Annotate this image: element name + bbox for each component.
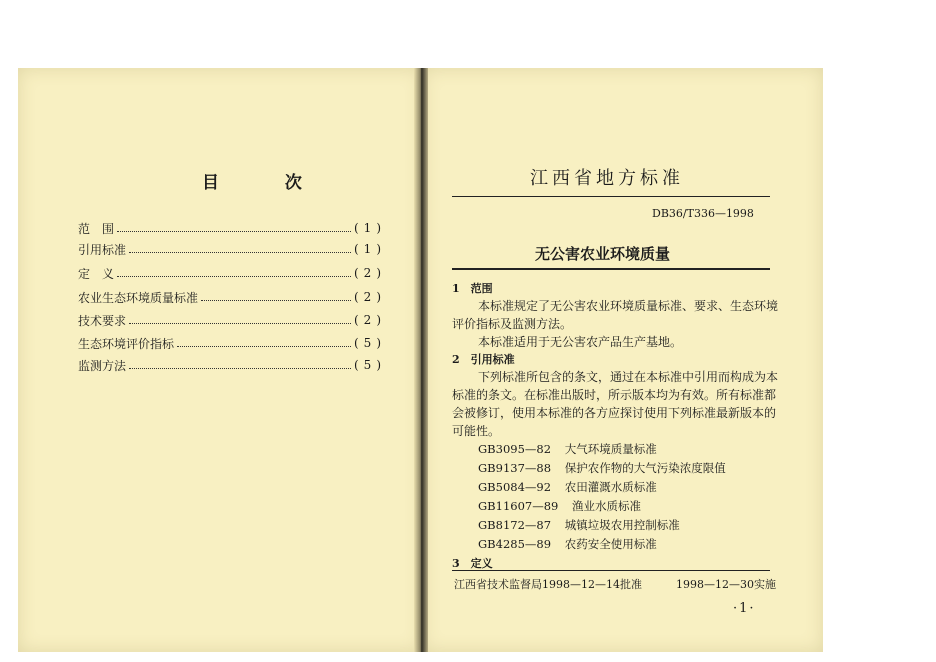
toc-entry-label: 农业生态环境质量标准 [78,290,199,305]
document-title: 无公害农业环境质量 [535,245,671,263]
toc-entry-label: 范 围 [78,221,115,236]
section-2-text: 会被修订，使用本标准的各方应探讨使用下列标准最新版本的 [452,406,777,420]
toc-entry [78,219,386,237]
reference-name: 农药安全使用标准 [564,537,657,551]
standard-header-title: 江西省地方标准 [530,168,684,189]
toc-entry [78,240,386,258]
reference-entry [478,479,657,495]
reference-entry [478,460,726,476]
toc-entry-page: (2) [354,266,386,280]
reference-code: GB8172—87 [478,518,552,532]
book-gutter [414,68,428,652]
reference-entry [478,441,657,457]
toc-entry-page: (1) [354,242,386,256]
footer-divider [452,570,770,571]
reference-entry [478,498,641,514]
reference-code: GB3095—82 [478,442,552,456]
toc-entry [78,311,386,329]
section-1-text: 本标准适用于无公害农产品生产基地。 [478,335,683,349]
reference-entry [478,536,657,552]
reference-name: 渔业水质标准 [572,499,642,513]
section-2-text: 下列标准所包含的条文，通过在本标准中引用而构成为本 [478,370,779,384]
reference-entry [478,517,680,533]
section-2-heading: 2 引用标准 [452,353,515,366]
section-3-heading: 3 定义 [452,557,493,570]
header-divider [452,196,770,197]
standard-number: DB36/T336—1998 [652,207,754,220]
toc-leader-dots [129,368,351,369]
toc-leader-dots [117,231,351,232]
section-1-text: 评价指标及监测方法。 [452,317,573,331]
toc-leader-dots [177,346,351,347]
toc-entry-page: (1) [354,221,386,235]
toc-entry-page: (5) [354,358,386,372]
toc-entry-page: (5) [354,336,386,350]
toc-title: 目 次 [202,173,332,193]
page-number: ·1· [733,601,756,616]
reference-name: 城镇垃圾农用控制标准 [564,518,680,532]
reference-name: 保护农作物的大气污染浓度限值 [564,461,726,475]
toc-leader-dots [117,276,351,277]
effective-date: 1998—12—30实施 [676,578,776,591]
toc-entry-label: 监测方法 [78,358,127,373]
toc-entry [78,264,386,282]
toc-entry-label: 定 义 [78,266,115,281]
toc-entry-label: 技术要求 [78,313,127,328]
title-divider [452,268,770,270]
reference-code: GB11607—89 [478,499,559,513]
section-2-text: 可能性。 [452,424,501,438]
toc-entry [78,334,386,352]
reference-code: GB4285—89 [478,537,552,551]
reference-code: GB9137—88 [478,461,552,475]
toc-leader-dots [201,300,351,301]
reference-name: 大气环境质量标准 [564,442,657,456]
toc-entry-page: (2) [354,290,386,304]
toc-entry-label: 引用标准 [78,242,127,257]
approval-date: 江西省技术监督局1998—12—14批准 [454,578,642,591]
section-2-text: 标准的条文。在标准出版时，所示版本均为有效。所有标准都 [452,388,777,402]
toc-leader-dots [129,323,351,324]
section-1-heading: 1 范围 [452,282,493,295]
reference-name: 农田灌溉水质标准 [564,480,657,494]
toc-leader-dots [129,252,351,253]
toc-entry-page: (2) [354,313,386,327]
reference-code: GB5084—92 [478,480,552,494]
toc-entry [78,356,386,374]
toc-entry-label: 生态环境评价指标 [78,336,175,351]
section-1-text: 本标准规定了无公害农业环境质量标准、要求、生态环境 [478,299,779,313]
toc-entry [78,288,386,306]
